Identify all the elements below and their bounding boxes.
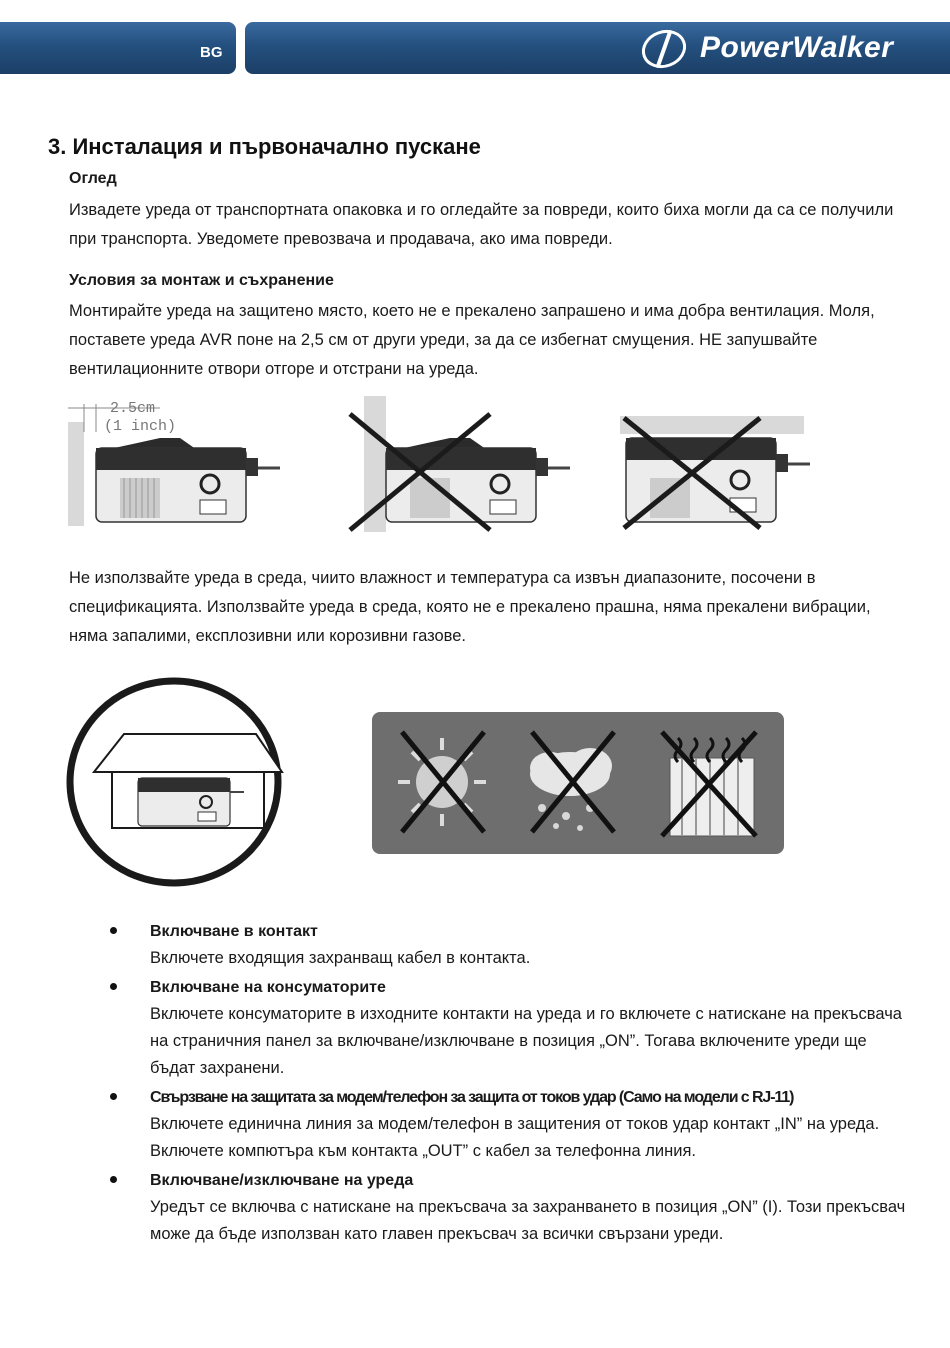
clearance-wrong-top-illustration <box>620 416 810 528</box>
clearance-wrong-side-illustration <box>350 396 570 532</box>
list-item-title: Включване в контакт <box>150 923 318 940</box>
list-item <box>110 974 910 1082</box>
bullet-dot <box>110 1176 117 1183</box>
list-item <box>110 1084 910 1165</box>
brand-logo-text: PowerWalker <box>700 31 894 64</box>
clearance-figure <box>60 392 820 542</box>
list-item <box>110 1167 910 1248</box>
conditions-heading: Условия за монтаж и съхранение <box>69 272 334 289</box>
indoor-use-illustration <box>70 681 282 883</box>
prohibited-conditions-illustration <box>372 712 784 854</box>
svg-text:(1 inch): (1 inch) <box>104 418 177 435</box>
list-item-text: Включете единична линия за модем/телефон в защитения от токов удар контакт „IN” на уреда. Включете компютъра към контакта „OUT” с кабел за телефонна линия. <box>150 1115 880 1160</box>
clearance-ok-illustration <box>68 400 280 526</box>
language-label: BG <box>200 44 223 61</box>
list-item-text: Уредът се включва с натискане на прекъсвача за захранването в позиция „ON” (I). Този прекъсвач може да бъде използван като главен прекъсвач за всички свързани уреди. <box>150 1198 906 1243</box>
list-item-text: Включете консуматорите в изходните контакти на уреда и го включете с натискане на прекъсвача на страничния панел за включване/изключване в позиция „ON”. Тогава включените уреди ще бъдат захранени. <box>150 1005 902 1077</box>
list-item-text: Включете входящия захранващ кабел в контакта. <box>150 949 531 967</box>
bullet-dot <box>110 1093 117 1100</box>
list-item <box>110 918 910 972</box>
inspection-heading: Оглед <box>69 170 117 187</box>
instruction-list <box>110 918 910 1248</box>
list-item-title: Включване/изключване на уреда <box>150 1172 414 1189</box>
list-item-title: Включване на консуматорите <box>150 979 386 996</box>
brand-logo-icon <box>640 28 694 70</box>
bullet-dot <box>110 927 117 934</box>
conditions-text: Монтирайте уреда на защитено място, което не е прекалено запрашено и има добра вентилация. Моля, поставете уреда AVR поне на 2,5 см от други уреди, за да се избегнат смущения. НЕ запушвайте вентилационните отвори отгоре и отстрани на уреда. <box>69 302 875 378</box>
environment-figure <box>66 676 786 888</box>
bullet-dot <box>110 983 117 990</box>
inspection-text: Извадете уреда от транспортната опаковка и го огледайте за повреди, които биха могли да са се получили при транспорта. Уведомете превозвача и продавача, ако има повреди. <box>69 201 894 248</box>
environment-text: Не използвайте уреда в среда, чиито влажност и температура са извън диапазоните, посочени в спецификацията. Използвайте уреда в среда, която не е прекалено прашна, няма прекалени вибрации, няма запалими, експлозивни или корозивни газове. <box>69 569 871 645</box>
svg-text:2.5cm: 2.5cm <box>110 400 156 417</box>
section-title: 3. Инсталация и първоначално пускане <box>48 134 481 159</box>
list-item-title: Свързване на защитата за модем/телефон за защита от токов удар (Само на модели с RJ-11) <box>150 1089 794 1106</box>
